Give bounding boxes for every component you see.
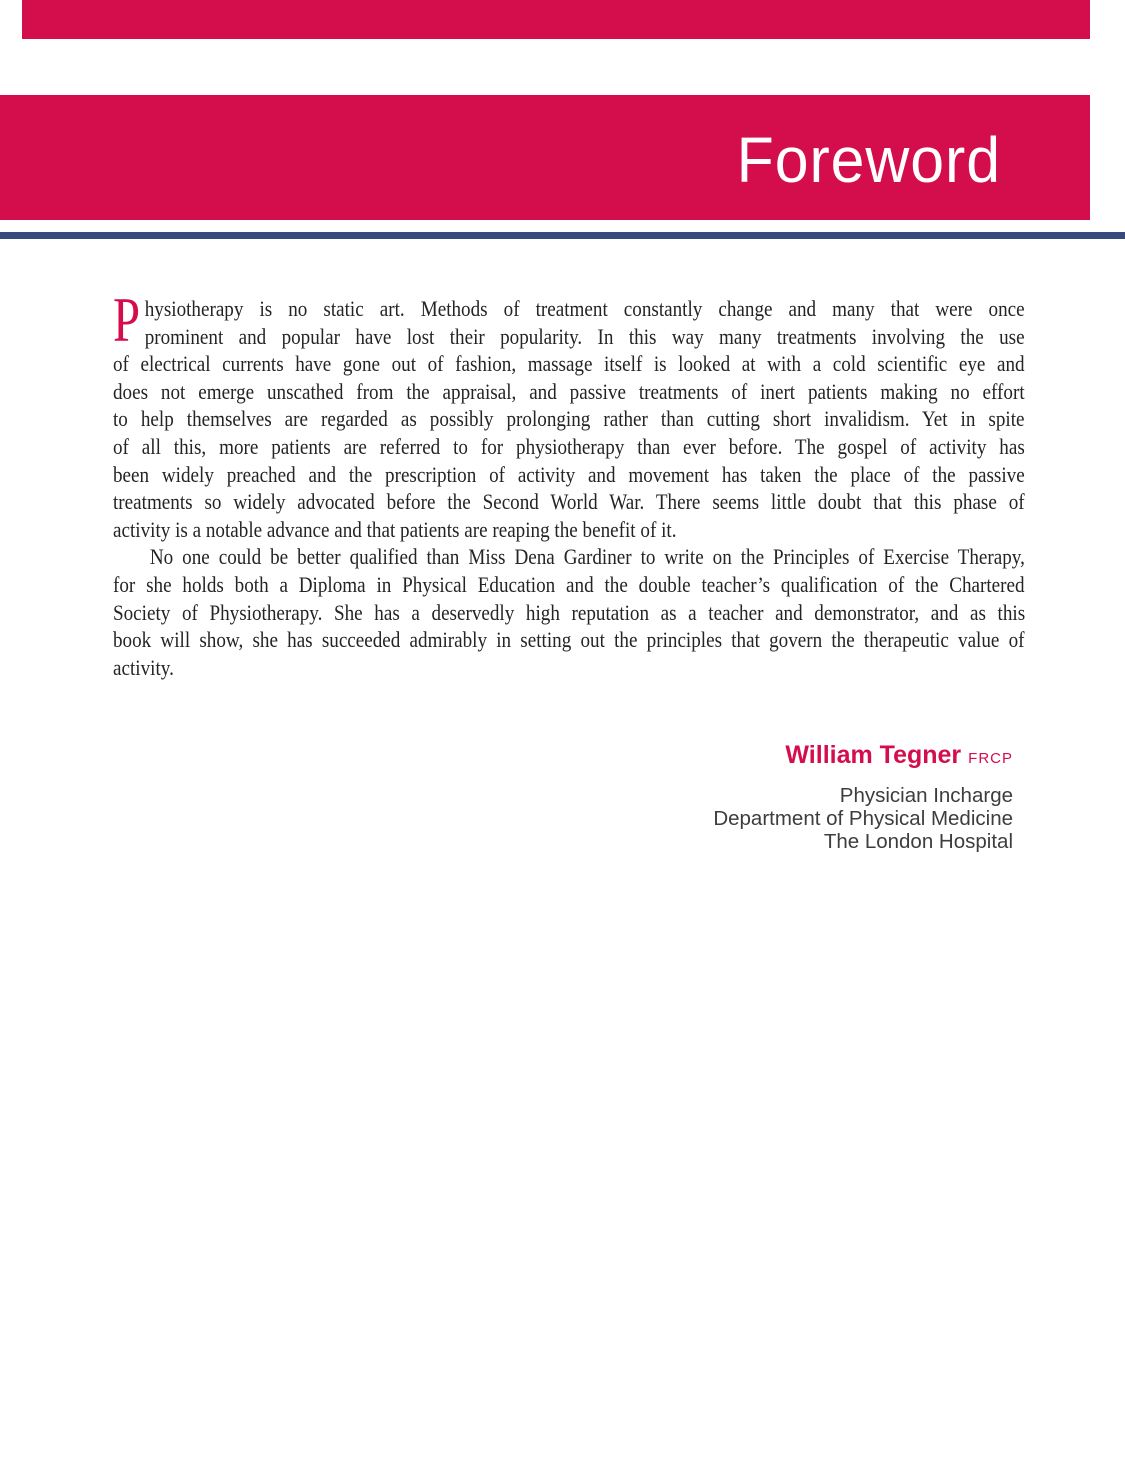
text-line: activity is a notable advance and that patients are reaping the benefit of it. <box>113 516 677 542</box>
author-credentials: FRCP <box>968 750 1013 767</box>
foreword-body <box>113 295 1025 681</box>
signature-name-row <box>113 742 1013 772</box>
text-line: activity. <box>113 654 174 680</box>
signature-details <box>113 784 1013 854</box>
text-line: treatments so widely advocated before the Second World War. There seems little doubt that this phase of <box>113 489 1025 515</box>
text-line: been widely preached and the prescription of activity and movement has taken the place of the passive <box>113 461 1025 487</box>
divider-rule <box>0 232 1125 239</box>
text-line: Society of Physiotherapy. She has a deservedly high reputation as a teacher and demonstrator, and as this <box>113 599 1026 625</box>
text-line: No one could be better qualified than Miss Dena Gardiner to write on the Principles of Exercise Therapy, <box>149 544 1025 570</box>
paragraph-1 <box>113 295 1025 543</box>
text-line: to help themselves are regarded as possibly prolonging rather than cutting short invalidism. Yet in spite <box>113 406 1025 432</box>
text-line: of electrical currents have gone out of fashion, massage itself is looked at with a cold scientific eye and <box>113 351 1025 377</box>
signature-line: Physician Incharge <box>839 784 1013 807</box>
signature-line: The London Hospital <box>823 830 1013 854</box>
text-line: does not emerge unscathed from the appraisal, and passive treatments of inert patients making no effort <box>113 378 1025 404</box>
text-line: prominent and popular have lost their popularity. In this way many treatments involving the use <box>144 323 1025 349</box>
author-name: William Tegner <box>785 741 962 769</box>
paragraph-2 <box>113 543 1025 681</box>
text-line: of all this, more patients are referred to for physiotherapy than ever before. The gospel of activity has <box>113 433 1025 459</box>
chapter-title-banner <box>0 95 1090 220</box>
signature-line: Department of Physical Medicine <box>713 807 1013 831</box>
top-accent-bar <box>22 0 1090 39</box>
text-line: for she holds both a Diploma in Physical Education and the double teacher’s qualification of the Chartered <box>113 571 1025 597</box>
drop-cap: P <box>113 284 141 355</box>
signature-block <box>113 742 1013 854</box>
text-line: book will show, she has succeeded admirably in setting out the principles that govern the therapeutic value of <box>113 627 1025 653</box>
text-line: hysiotherapy is no static art. Methods of treatment constantly change and many that were once <box>144 296 1025 321</box>
page-title: Foreword <box>736 124 1001 196</box>
